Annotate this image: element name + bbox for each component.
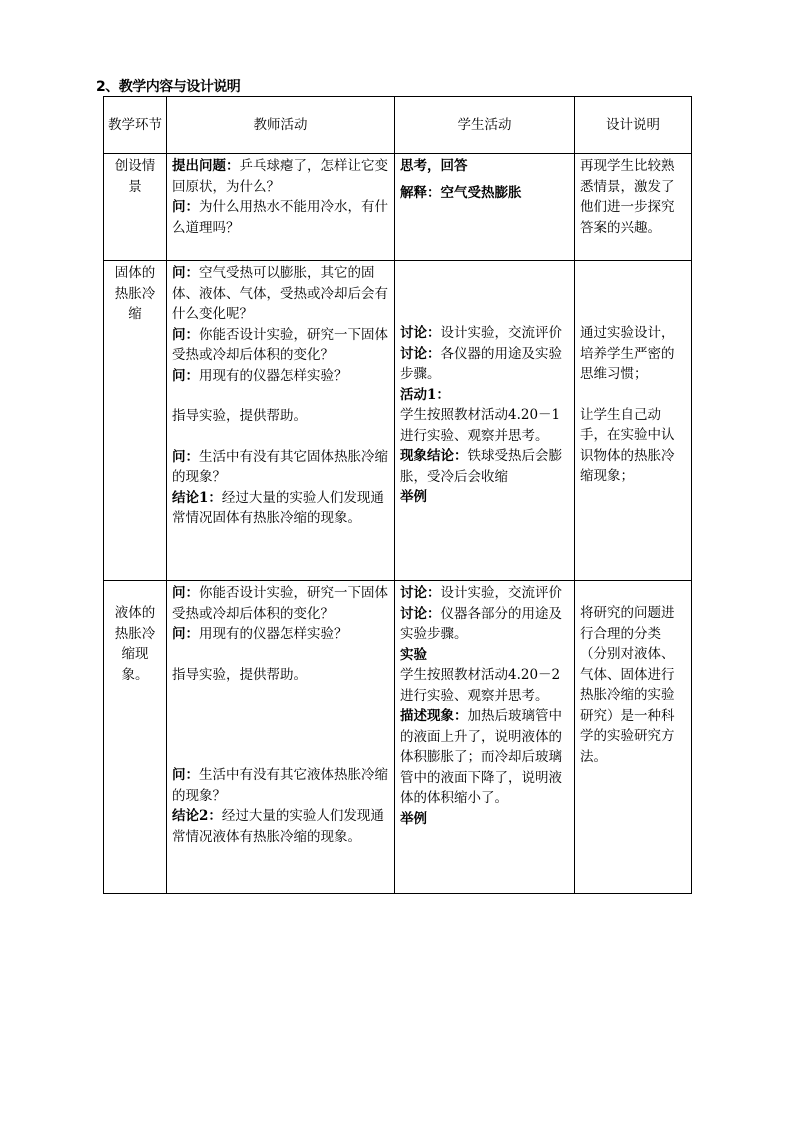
item-label: 举例 — [400, 489, 427, 505]
item-text: 你能否设计实验，研究一下固体受热或冷却后体积的变化？ — [172, 585, 388, 622]
design-cell — [575, 581, 692, 894]
student-cell — [395, 154, 575, 261]
item-text: 各仪器的用途及实验步骤。 — [400, 345, 562, 382]
item-text: 加热后玻璃管中的液面上升了，说明液体的体积膨胀了；而冷却后玻璃管中的液面下降了，说明液体的体积缩小了。 — [400, 708, 562, 806]
item-label: 讨论： — [400, 345, 441, 362]
item-text: 你能否设计实验，研究一下固体受热或冷却后体积的变化？ — [172, 326, 388, 363]
section-heading: 2、教学内容与设计说明 — [96, 79, 241, 95]
item-text: 乒乓球瘪了，怎样让它变回原状，为什么？ — [172, 158, 388, 195]
item-label: 讨论： — [400, 605, 441, 622]
item-label: 解释：空气受热膨胀 — [400, 184, 522, 201]
design-cell: 再现学生比较熟悉情景，激发了他们进一步探究答案的兴趣。 — [575, 154, 692, 261]
item-text: 设计实验，交流评价 — [440, 325, 562, 341]
teacher-cell — [167, 261, 395, 581]
header-teacher-activity: 教师活动 — [167, 97, 395, 154]
item-label: 讨论： — [400, 325, 441, 341]
item-text: 指导实验，提供帮助。 — [172, 408, 307, 424]
item-text: 空气受热可以膨胀，其它的固体、液体、气体，受热或冷却后会有什么变化呢？ — [172, 265, 388, 322]
design-note: 通过实验设计，培养学生严密的思维习惯； — [580, 325, 675, 382]
table-header-row — [104, 97, 692, 154]
teacher-cell — [167, 581, 395, 894]
stage-cell: 创设情景 — [104, 154, 167, 261]
item-label: 问： — [172, 326, 199, 343]
teacher-cell — [167, 154, 395, 261]
item-label: 问： — [172, 767, 199, 783]
item-text: 为什么用热水不能用冷水，有什么道理吗？ — [172, 199, 388, 236]
item-text: 设计实验，交流评价 — [440, 585, 562, 601]
item-text: 经过大量的实验人们发现通常情况固体有热胀冷缩的现象。 — [172, 489, 384, 526]
item-label: 问： — [172, 367, 199, 384]
item-label: 问： — [172, 585, 199, 601]
item-label: 现象结论： — [400, 448, 468, 464]
design-cell — [575, 261, 692, 581]
item-label: 活动1： — [400, 386, 450, 403]
item-label: 问： — [172, 265, 199, 281]
item-text: 用现有的仪器怎样实验？ — [199, 367, 348, 384]
item-text: 经过大量的实验人们发现通常情况液体有热胀冷缩的现象。 — [172, 808, 384, 845]
item-text: 铁球受热后会膨胀，受冷后会收缩 — [400, 448, 562, 485]
student-cell — [395, 261, 575, 581]
header-student-activity: 学生活动 — [395, 97, 575, 154]
item-label: 思考，回答 — [400, 158, 468, 174]
item-label: 讨论： — [400, 585, 441, 601]
table-row — [104, 154, 692, 261]
item-text: 用现有的仪器怎样实验？ — [199, 626, 348, 642]
item-label: 提出问题： — [172, 158, 240, 174]
item-text: 指导实验，提供帮助。 — [172, 666, 307, 683]
item-text: 仪器各部分的用途及实验步骤。 — [400, 605, 562, 642]
item-label: 问： — [172, 626, 199, 642]
stage-text: 液体的热胀冷缩现象。 — [114, 605, 156, 683]
item-text: 生活中有没有其它固体热胀冷缩的现象？ — [172, 448, 388, 485]
stage-cell: 固体的热胀冷缩 — [104, 261, 167, 581]
item-label: 问： — [172, 448, 199, 465]
item-label: 实验 — [400, 646, 427, 663]
table-row — [104, 261, 692, 581]
item-label: 结论1： — [172, 489, 222, 506]
item-label: 举例 — [400, 810, 427, 827]
header-stage: 教学环节 — [104, 97, 167, 154]
lesson-plan-table — [103, 96, 692, 894]
item-text: 生活中有没有其它液体热胀冷缩的现象？ — [172, 767, 388, 804]
header-design-notes: 设计说明 — [575, 97, 692, 154]
table-row — [104, 581, 692, 894]
item-label: 问： — [172, 199, 199, 215]
item-text: 学生按照教材活动4.20－2进行实验、观察并思考。 — [400, 667, 561, 704]
student-cell — [395, 581, 575, 894]
design-note: 让学生自己动手，在实验中认识物体的热胀冷缩现象； — [580, 406, 675, 484]
design-note: 将研究的问题进行合理的分类（分别对液体、气体、固体进行热胀冷缩的实验研究）是一种科学的实验研究方法。 — [580, 605, 675, 765]
item-label: 结论2： — [172, 808, 222, 824]
item-text: 学生按照教材活动4.20－1进行实验、观察并思考。 — [400, 407, 561, 444]
item-label: 描述现象： — [400, 708, 468, 724]
stage-cell — [104, 581, 167, 894]
